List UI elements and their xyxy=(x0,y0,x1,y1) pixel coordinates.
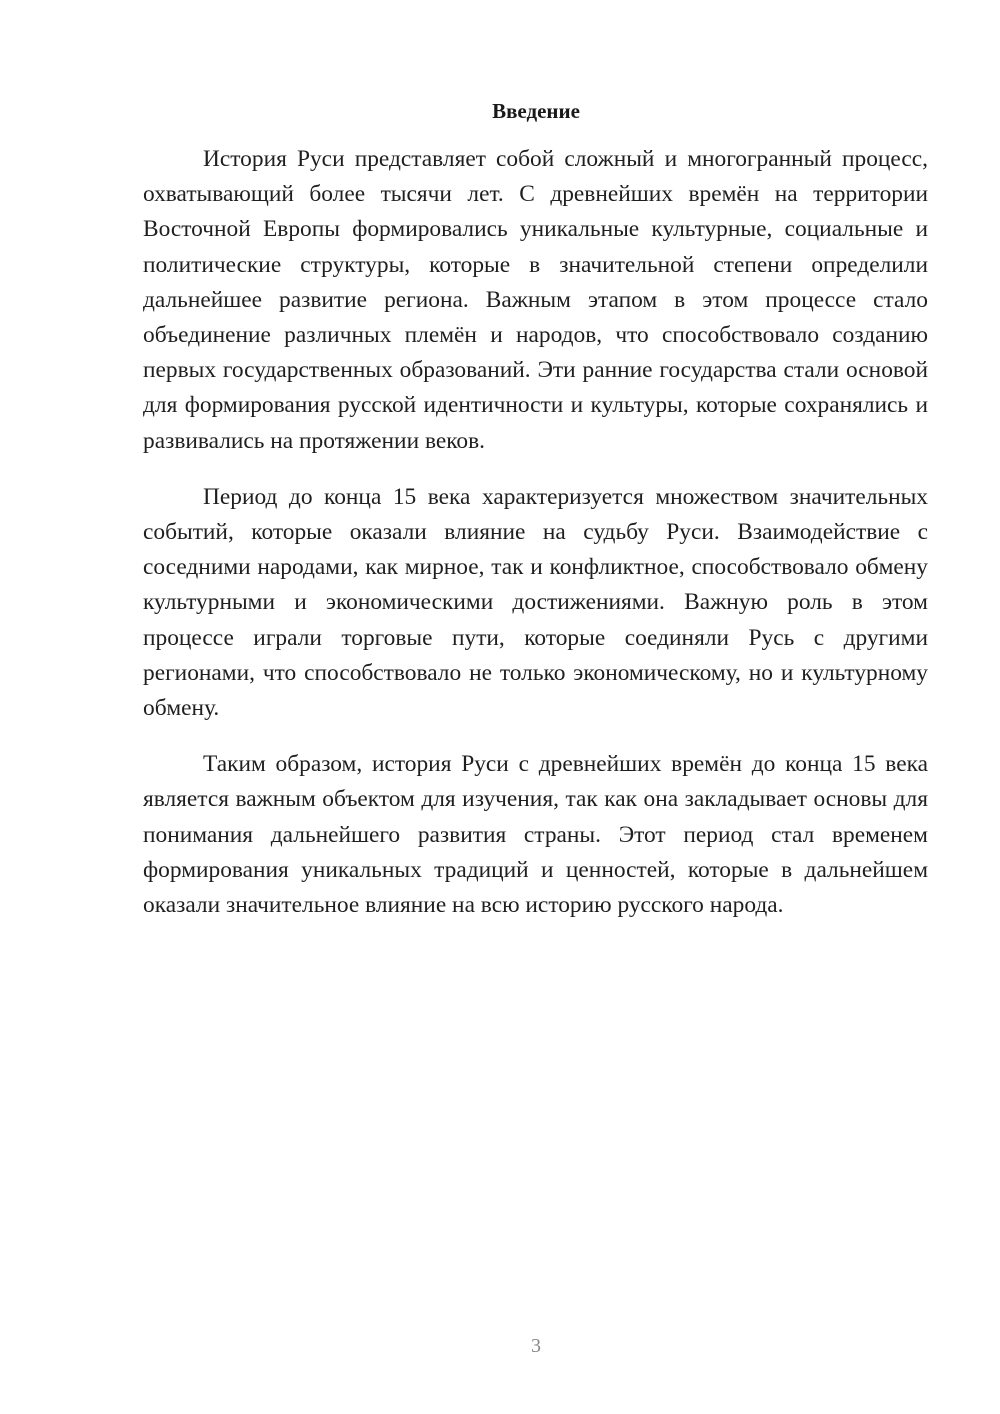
page-number: 3 xyxy=(531,1335,541,1357)
paragraph-3: Таким образом, история Руси с древнейших времён до конца 15 века является важным объектом для изучения, так как она закладывает основы для понимания дальнейшего развития страны. Этот период стал временем формирования уникальных традиций и ценностей, которые в дальнейшем оказали значительное влияние на всю историю русского народа. xyxy=(143,751,928,919)
paragraph-2: Период до конца 15 века характеризуется множеством значительных событий, которые оказали влияние на судьбу Руси. Взаимодействие с соседними народами, как мирное, так и конфликтное, способствовало обмену культурными и экономическими достижениями. Важную роль в этом процессе играли торговые пути, которые соединяли Русь с другими регионами, что способствовало не только экономическому, но и культурному обмену. xyxy=(143,483,928,722)
paragraph-1: История Руси представляет собой сложный и многогранный процесс, охватывающий более тысячи лет. С древнейших времён на территории Восточной Европы формировались уникальные культурные, социальные и политические структуры, которые в значительной степени определили дальнейшее развитие региона. Важным этапом в этом процессе стало объединение различных племён и народов, что способствовало созданию первых государственных образований. Эти ранние государства стали основой для формирования русской идентичности и культуры, которые сохранялись и развивались на протяжении веков. xyxy=(143,146,928,454)
body-text xyxy=(143,142,928,944)
section-heading: Введение xyxy=(492,99,580,123)
